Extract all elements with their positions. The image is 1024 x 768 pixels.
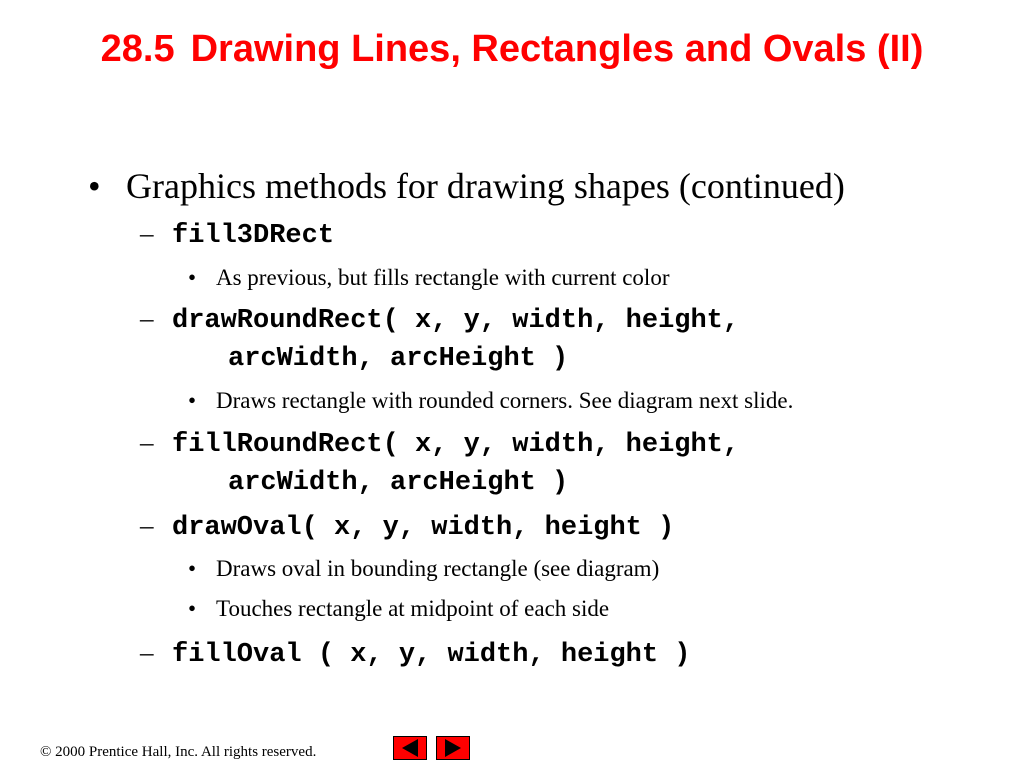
code-text: fillRoundRect( x, y, width, height, (172, 430, 740, 460)
sub-bullet (188, 594, 609, 624)
code-item-fill3drect (140, 214, 334, 255)
previous-slide-button[interactable] (393, 736, 427, 760)
bullet-mark: • (88, 166, 101, 206)
next-slide-button[interactable] (436, 736, 470, 760)
bullet-mark: • (188, 556, 197, 581)
bullet-mark: • (188, 388, 197, 413)
sub-bullet-text: Touches rectangle at midpoint of each side (216, 596, 610, 621)
code-item-filloval (140, 633, 690, 674)
main-bullet (88, 164, 845, 208)
title-number: 28.5 (100, 28, 175, 70)
sub-bullet (188, 263, 670, 293)
code-continuation: arcWidth, arcHeight ) (228, 344, 569, 374)
bullet-mark: • (188, 265, 197, 290)
left-arrow-icon (394, 737, 426, 759)
dash-mark: – (140, 427, 154, 457)
copyright-footer: © 2000 Prentice Hall, Inc. All rights reserved. (40, 744, 317, 760)
code-item-fillroundrect (140, 423, 739, 502)
code-continuation: arcWidth, arcHeight ) (228, 468, 569, 498)
main-bullet-text: Graphics methods for drawing shapes (continued) (126, 166, 845, 206)
sub-bullet-text: Draws oval in bounding rectangle (see diagram) (216, 556, 660, 581)
sub-bullet-text: Draws rectangle with rounded corners. See diagram next slide. (216, 388, 794, 413)
dash-mark: – (140, 637, 154, 667)
code-item-drawroundrect (140, 299, 739, 378)
title-text: Drawing Lines, Rectangles and Ovals (II) (190, 28, 924, 70)
dash-mark: – (140, 303, 154, 333)
code-text: fill3DRect (172, 221, 335, 251)
code-text: drawOval( x, y, width, height ) (172, 513, 675, 543)
bullet-mark: • (188, 596, 197, 621)
sub-bullet (188, 554, 659, 584)
code-item-drawoval (140, 506, 674, 547)
slide-title (60, 26, 964, 72)
sub-bullet-text: As previous, but fills rectangle with current color (216, 265, 670, 290)
dash-mark: – (140, 218, 154, 248)
code-text: fillOval ( x, y, width, height ) (172, 640, 691, 670)
dash-mark: – (140, 510, 154, 540)
code-text: drawRoundRect( x, y, width, height, (172, 306, 740, 336)
right-arrow-icon (437, 737, 469, 759)
sub-bullet (188, 386, 793, 416)
